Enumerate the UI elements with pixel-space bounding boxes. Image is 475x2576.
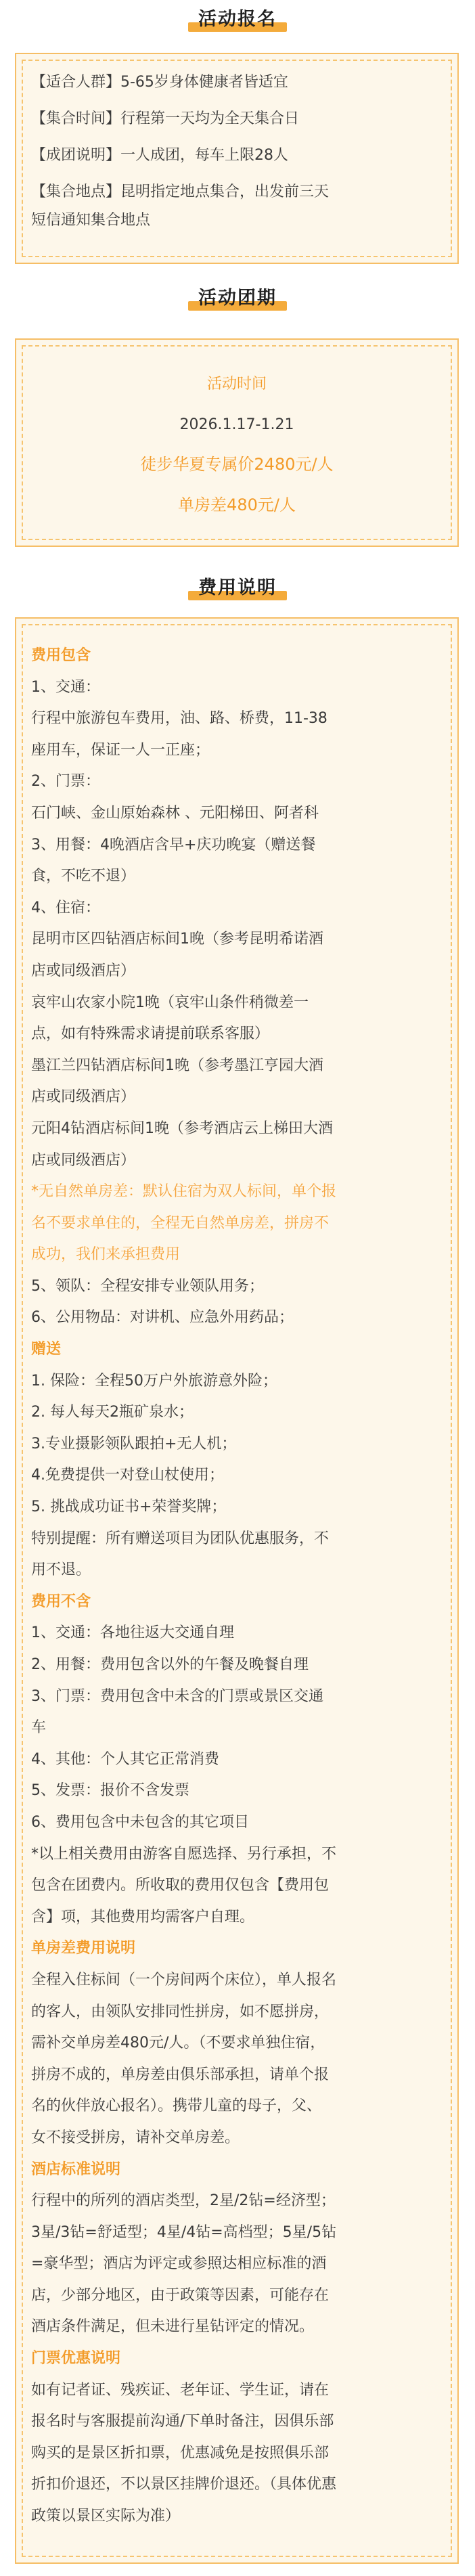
fees-line: 墨江兰四钻酒店标间1晚（参考墨江亨园大酒 [31,1057,323,1074]
fees-section-heading: 酒店标准说明 [31,2160,121,2178]
fees-line: 6、公用物品：对讲机、应急外用药品； [31,1309,294,1327]
fees-line: 名的伙伴放心报名）。携带儿童的母子，父、 [31,2097,322,2115]
fees-line: 4、其他：个人其它正常消费 [31,1750,219,1768]
fees-line: 用不退。 [31,1561,91,1579]
fees-line: =豪华型；酒店为评定或参照达相应标准的酒 [31,2255,327,2273]
signup-line: 【集合时间】行程第一天均为全天集合日 [31,110,300,127]
fees-line: 昆明市区四钻酒店标间1晚（参考昆明希诺酒 [31,931,323,948]
fees-line: 特别提醒：所有赠送项目为团队优惠服务，不 [31,1530,330,1547]
fees-line: 石门峡、金山原始森林 、元阳梯田、阿者科 [31,804,319,822]
fees-line: *以上相关费用由游客自愿选择、另行承担，不 [31,1845,337,1863]
fees-line: 如有记者证、残疾证、老年证、学生证，请在 [31,2381,330,2399]
fees-line: 1、交通：各地往返大交通自理 [31,1624,234,1642]
signup-line: 【成团说明】一人成团，每车上限28人 [31,147,288,164]
schedule-price: 徒步华夏专属价2480元/人 [140,455,334,474]
schedule-single-room: 单房差480元/人 [178,495,296,514]
fees-line: 2、用餐：费用包含以外的午餐及晚餐自理 [31,1656,309,1673]
fees-line: 全程入住标间（一个房间两个床位），单人报名 [31,1971,337,1989]
fees-line: 店或同级酒店） [31,962,136,979]
fees-line: 店，少部分地区，由于政策等因素，可能存在 [31,2286,330,2304]
fees-note-line: 名不要求单住的，全程无自然单房差，拼房不 [31,1214,330,1232]
signup-panel [15,53,459,264]
fees-line: 行程中的所列的酒店类型，2星/2钻=经济型； [31,2192,336,2210]
fees-section-heading: 费用包含 [31,647,91,664]
section-title-text: 费用说明 [198,577,277,598]
fees-section-heading: 门票优惠说明 [31,2350,121,2368]
fees-line: 的客人，由领队安排同性拼房，如不愿拼房， [31,2003,330,2020]
section-title-schedule [0,283,475,311]
fees-line: 车 [31,1719,47,1737]
fees-line: 2、门票： [31,773,100,791]
fees-line: 元阳4钻酒店标间1晚（参考酒店云上梯田大酒 [31,1119,333,1137]
fees-line: 点，如有特殊需求请提前联系客服） [31,1025,270,1043]
schedule-panel [15,338,459,547]
signup-line: 【集合地点】昆明指定地点集合，出发前三天 [31,183,330,200]
fees-line: 店或同级酒店） [31,1088,136,1106]
fees-line: 5. 挑战成功证书+荣誉奖牌； [31,1498,227,1516]
fees-line: 报名时与客服提前沟通/下单时备注，因俱乐部 [31,2413,334,2430]
fees-line: 购买的是景区折扣票，优惠减免是按照俱乐部 [31,2444,330,2462]
section-title-text: 活动团期 [198,288,277,309]
schedule-dates: 2026.1.17-1.21 [179,416,294,433]
fees-line: 5、领队：全程安排专业领队用务； [31,1277,264,1295]
fees-line: 3、用餐：4晚酒店含早+庆功晚宴（赠送餐 [31,836,316,853]
fees-line: 5、发票：报价不含发票 [31,1782,189,1800]
signup-line: 短信通知集合地点 [31,212,151,229]
fees-section-heading: 费用不含 [31,1593,91,1610]
fees-line: 酒店条件满足，但未进行星钻评定的情况。 [31,2318,315,2336]
fees-line: 食，不吃不退） [31,868,136,885]
fees-line: 3、门票：费用包含中未含的门票或景区交通 [31,1687,323,1705]
fees-note-line: 成功，我们来承担费用 [31,1246,181,1264]
fees-line: 座用车，保证一人一正座； [31,741,210,759]
fees-line: 行程中旅游包车费用，油、路、桥费，11-38 [31,710,327,728]
fees-line: 1. 保险：全程50万户外旅游意外险； [31,1372,277,1390]
fees-line: 包含在团费内。所收取的费用仅包含【费用包 [31,1877,330,1894]
fees-line: 2. 每人每天2瓶矿泉水； [31,1404,194,1421]
fees-line: 1、交通： [31,678,100,696]
fees-section-heading: 赠送 [31,1341,62,1358]
fees-line: 4.免费提供一对登山杖使用； [31,1467,224,1484]
fees-line: 女不接受拼房，请补交单房差。 [31,2129,240,2146]
fees-line: 拼房不成的，单房差由俱乐部承担，请单个报 [31,2066,330,2083]
fees-line: 店或同级酒店） [31,1151,136,1169]
fees-line: 折扣价退还，不以景区挂牌价退还。（具体优惠 [31,2476,337,2493]
fees-line: 6、费用包含中未包含的其它项目 [31,1813,249,1831]
fees-line: 含】项，其他费用均需客户自理。 [31,1908,255,1926]
fees-line: 哀牢山农家小院1晚（哀牢山条件稍微差一 [31,994,309,1011]
fees-list [31,640,443,2533]
signup-line: 【适合人群】5-65岁身体健康者皆适宜 [31,74,288,91]
section-title-signup [0,4,475,32]
fees-panel [15,617,459,2564]
schedule-heading: 活动时间 [206,376,267,393]
fees-line: 政策以景区实际为准） [31,2508,181,2525]
fees-line: 3.专业摄影领队跟拍+无人机； [31,1435,237,1452]
fees-line: 3星/3钻=舒适型；4星/4钻=高档型；5星/5钻 [31,2223,337,2241]
section-title-fees [0,573,475,600]
fees-note-line: *无自然单房差：默认住宿为双人标间，单个报 [31,1183,337,1201]
fees-section-heading: 单房差费用说明 [31,1940,136,1957]
fees-line: 需补交单房差480元/人。（不要求单独住宿， [31,2035,325,2052]
section-title-text: 活动报名 [198,9,277,30]
fees-line: 4、住宿： [31,899,100,916]
